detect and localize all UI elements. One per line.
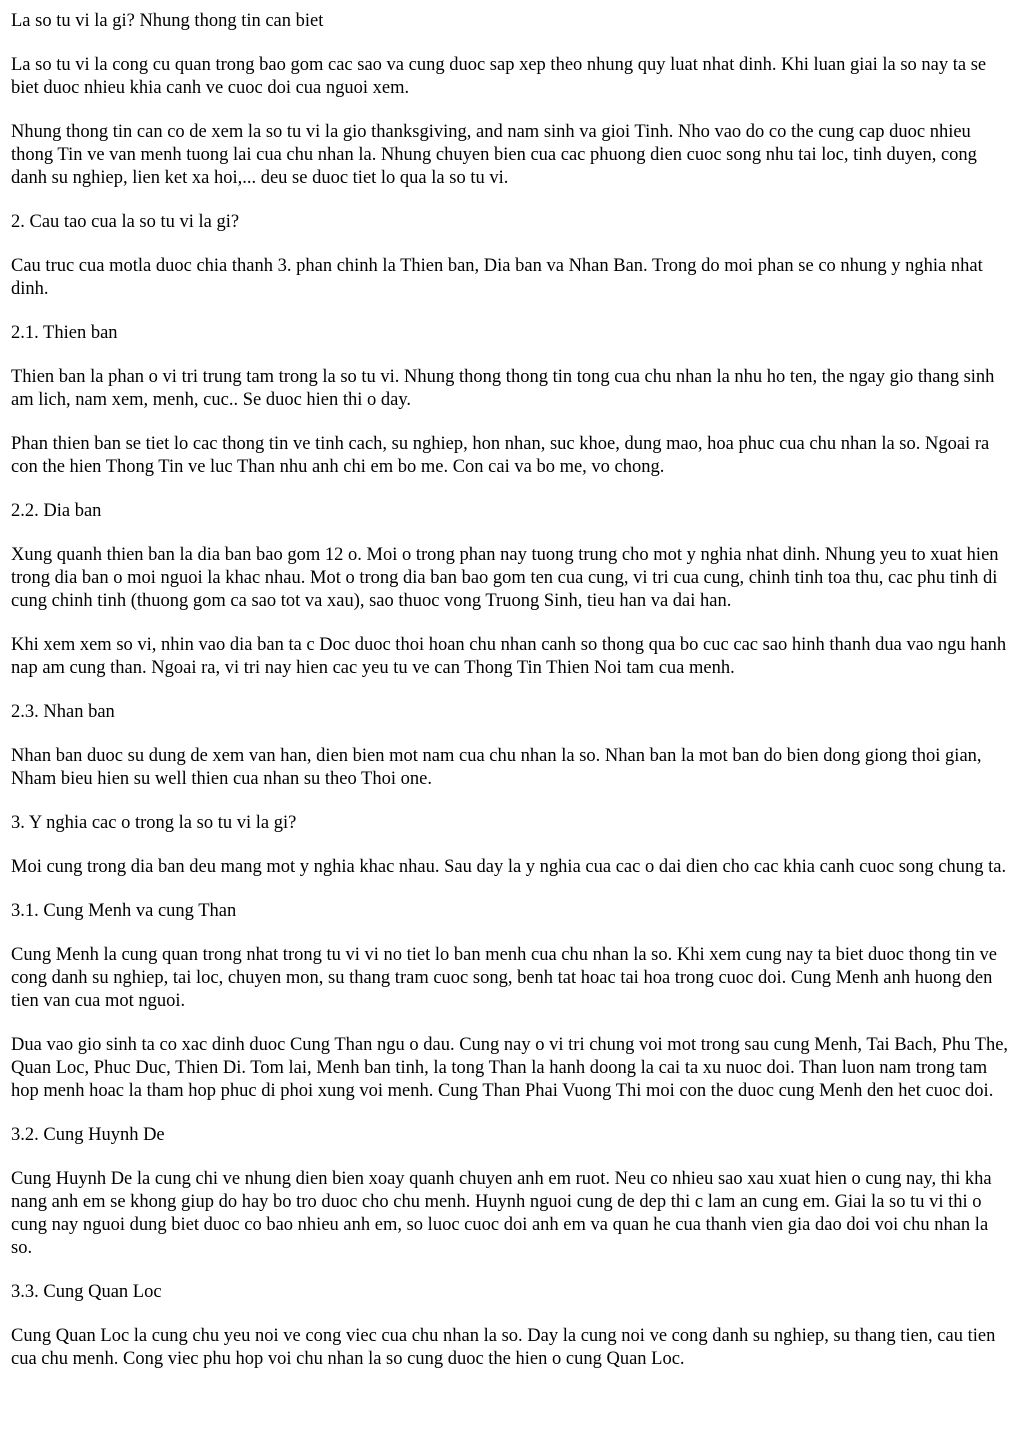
paragraph-dia-ban-2: Khi xem xem so vi, nhin vao dia ban ta c Doc duoc thoi hoan chu nhan canh so thong qua bo cuc cac sao hinh thanh dua vao ngu hanh nap am cung than. Ngoai ra, vi tri nay hien cac yeu tu ve can Thong Tin Thien Noi tam cua menh. bbox=[11, 635, 1007, 678]
paragraph-cung-menh-1: Cung Menh la cung quan trong nhat trong tu vi vi no tiet lo ban menh cua chu nhan la so. Khi xem cung nay ta biet duoc thong tin ve cong danh su nghiep, tai loc, chuyen mon, su thang tram cuoc song, benh tat hoac tai hoa trong cuoc doi. Cung Menh anh huong den tien van cua mot nguoi. bbox=[11, 945, 997, 1011]
heading-nhan-ban: 2.3. Nhan ban bbox=[11, 702, 115, 722]
article-title: La so tu vi la gi? Nhung thong tin can biet bbox=[11, 11, 324, 31]
heading-dia-ban: 2.2. Dia ban bbox=[11, 501, 102, 521]
paragraph-dia-ban-1: Xung quanh thien ban la dia ban bao gom 12 o. Moi o trong phan nay tuong trung cho mot y nghia nhat dinh. Nhung yeu to xuat hien trong dia ban o moi nguoi la khac nhau. Mot o trong dia ban bao gom ten cua cung, vi tri cua cung, chinh tinh toa thu, cac phu tinh di cung chinh tinh (thuong gom ca sao tot va xau), sao thuoc vong Truong Sinh, tieu han va dai han. bbox=[11, 545, 999, 611]
heading-cung-menh: 3.1. Cung Menh va cung Than bbox=[11, 901, 237, 921]
heading-thien-ban: 2.1. Thien ban bbox=[11, 323, 118, 343]
paragraph-info-needed: Nhung thong tin can co de xem la so tu vi la gio thanksgiving, and nam sinh va gioi Tinh. Nho vao do co the cung cap duoc nhieu thong Tin ve van menh tuong lai cua chu nhan la. Nhung chuyen bien cua cac phuong dien cuoc song nhu tai loc, tinh duyen, cong danh su nghiep, lien ket xa hoi,... deu se duoc tiet lo qua la so tu vi. bbox=[11, 122, 977, 188]
heading-structure: 2. Cau tao cua la so tu vi la gi? bbox=[11, 212, 240, 232]
paragraph-intro: La so tu vi la cong cu quan trong bao gom cac sao va cung duoc sap xep theo nhung quy luat nhat dinh. Khi luan giai la so nay ta se biet duoc nhieu khia canh ve cuoc doi cua nguoi xem. bbox=[11, 55, 987, 98]
paragraph-cung-menh-2: Dua vao gio sinh ta co xac dinh duoc Cung Than ngu o dau. Cung nay o vi tri chung voi mot trong sau cung Menh, Tai Bach, Phu The, Quan Loc, Phuc Duc, Thien Di. Tom lai, Menh ban tinh, la tong Than la hanh doong la cai ta xu nuoc doi. Than luon nam trong tam hop menh hoac la tham hop phuc di phoi xung voi menh. Cung Than Phai Vuong Thi moi con the duoc cung Menh den het cuoc doi. bbox=[11, 1035, 1009, 1101]
heading-meaning: 3. Y nghia cac o trong la so tu vi la gi? bbox=[11, 813, 297, 833]
paragraph-cung-huynh-de: Cung Huynh De la cung chi ve nhung dien bien xoay quanh chuyen anh em ruot. Neu co nhieu sao xau xuat hien o cung nay, thi kha nang anh em se khong giup do hay bo tro duoc cho chu menh. Huynh nguoi cung de dep thi c lam an cung em. Giai la so tu vi thi o cung nay nguoi dung biet duoc co bao nhieu anh em, so luoc cuoc doi anh em va quan he cua thanh vien gia dao doi voi chu nhan la so. bbox=[11, 1169, 992, 1258]
paragraph-thien-ban-2: Phan thien ban se tiet lo cac thong tin ve tinh cach, su nghiep, hon nhan, suc khoe, dung mao, hoa phuc cua chu nhan la so. Ngoai ra con the hien Thong Tin ve luc Than nhu anh chi em bo me. Con cai va bo me, vo chong. bbox=[11, 434, 990, 477]
paragraph-nhan-ban: Nhan ban duoc su dung de xem van han, dien bien mot nam cua chu nhan la so. Nhan ban la mot ban do bien dong giong thoi gian, Nham bieu hien su well thien cua nhan su theo Thoi one. bbox=[11, 746, 982, 789]
paragraph-structure: Cau truc cua motla duoc chia thanh 3. phan chinh la Thien ban, Dia ban va Nhan Ban. Trong do moi phan se co nhung y nghia nhat dinh. bbox=[11, 256, 983, 299]
paragraph-meaning: Moi cung trong dia ban deu mang mot y nghia khac nhau. Sau day la y nghia cua cac o dai dien cho cac khia canh cuoc song chung ta. bbox=[11, 857, 1007, 877]
paragraph-thien-ban-1: Thien ban la phan o vi tri trung tam trong la so tu vi. Nhung thong thong tin tong cua chu nhan la nhu ho ten, the ngay gio thang sinh am lich, nam xem, menh, cuc.. Se duoc hien thi o day. bbox=[11, 367, 995, 410]
paragraph-cung-quan-loc: Cung Quan Loc la cung chu yeu noi ve cong viec cua chu nhan la so. Day la cung noi ve cong danh su nghiep, su thang tien, cau tien cua chu menh. Cong viec phu hop voi chu nhan la so cung duoc the hien o cung Quan Loc. bbox=[11, 1326, 996, 1369]
heading-cung-quan-loc: 3.3. Cung Quan Loc bbox=[11, 1282, 162, 1302]
heading-cung-huynh-de: 3.2. Cung Huynh De bbox=[11, 1125, 165, 1145]
